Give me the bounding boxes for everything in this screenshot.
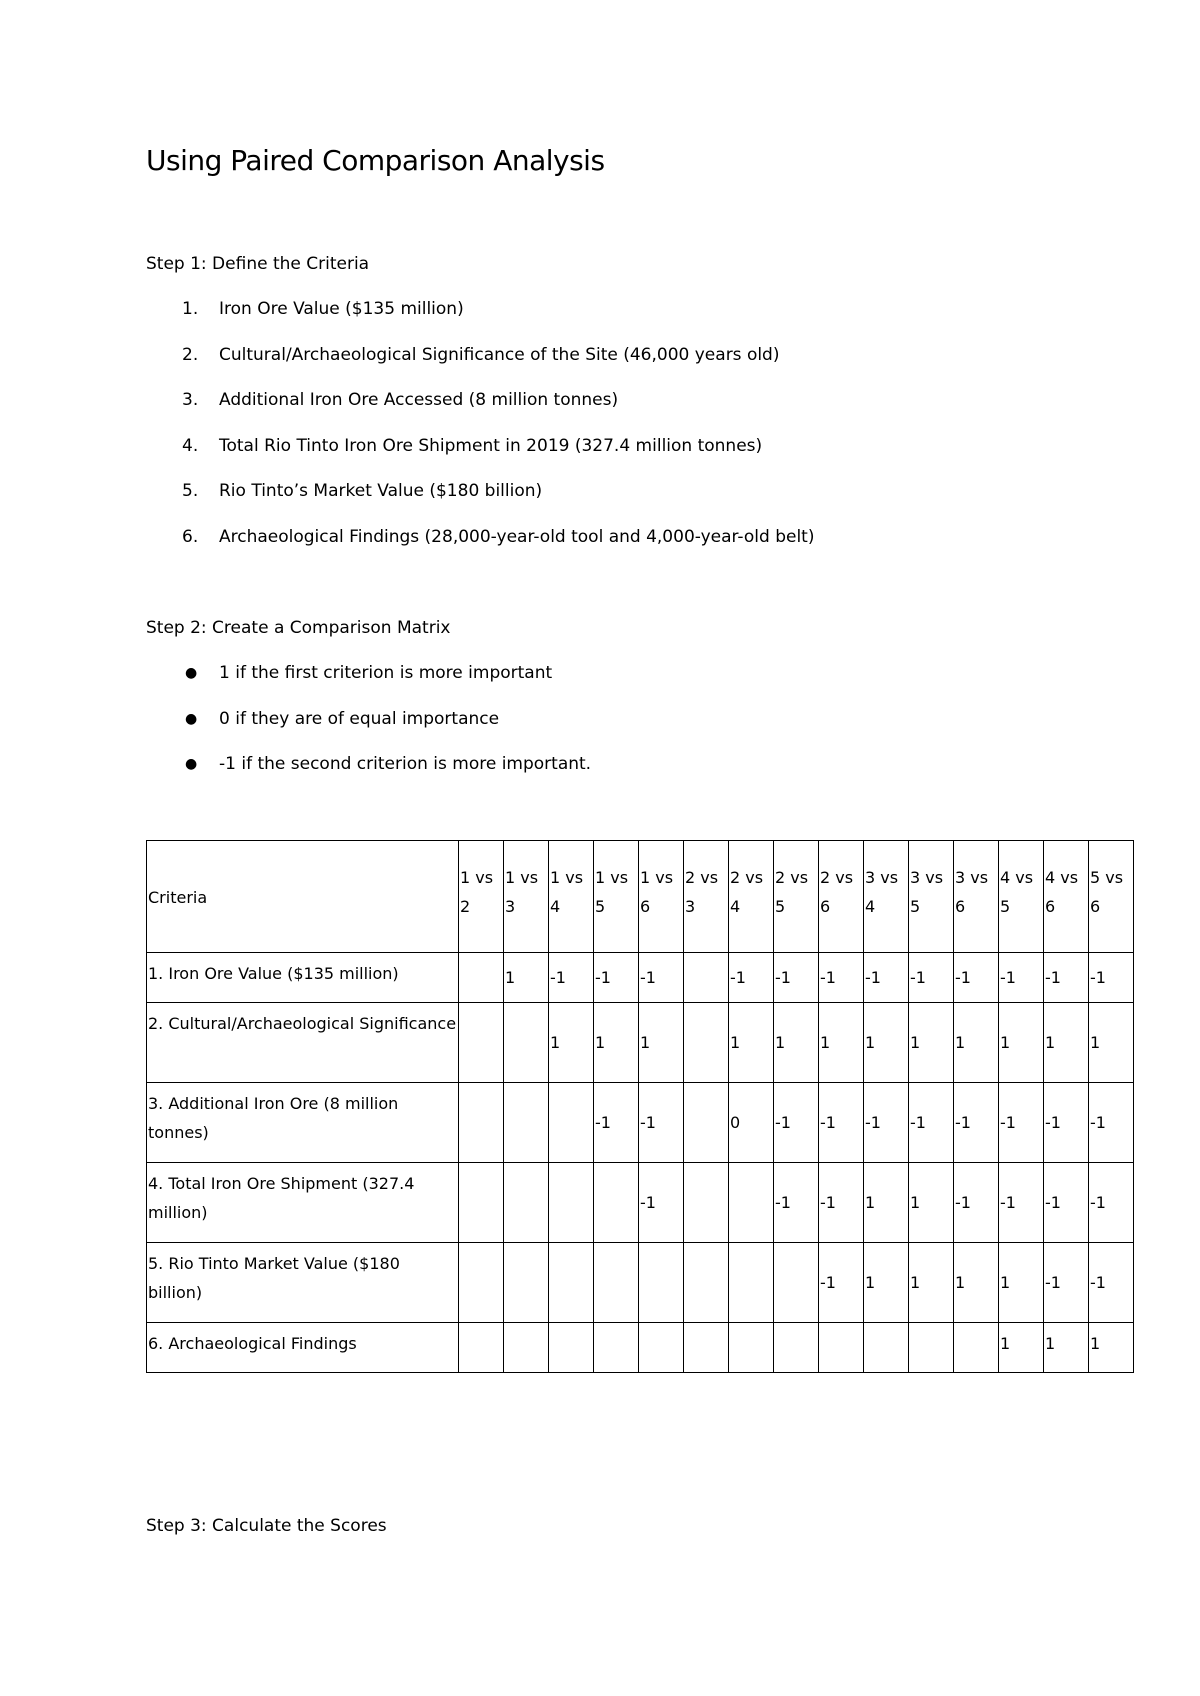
table-cell <box>954 1323 999 1373</box>
column-header-top: 1 vs <box>640 868 674 887</box>
table-cell: -1 <box>1044 953 1089 1003</box>
table-cell: -1 <box>999 1163 1044 1243</box>
table-cell: -1 <box>774 1083 819 1163</box>
table-cell: -1 <box>1044 1163 1089 1243</box>
table-cell: -1 <box>999 1083 1044 1163</box>
table-cell: 0 <box>729 1083 774 1163</box>
list-text: Archaeological Findings (28,000-year-old tool and 4,000-year-old belt) <box>219 526 815 547</box>
table-cell <box>774 1243 819 1323</box>
list-text: 1 if the first criterion is more important <box>219 663 553 683</box>
column-header-bottom: 6 <box>1045 897 1056 916</box>
list-number: 3. <box>182 390 199 411</box>
list-number: 5. <box>182 481 199 502</box>
column-header-bottom: 5 <box>910 897 921 916</box>
table-cell <box>459 1003 504 1083</box>
column-header-bottom: 4 <box>730 897 741 916</box>
matrix-column-header <box>459 841 504 953</box>
table-cell: 1 <box>819 1003 864 1083</box>
table-cell: -1 <box>594 953 639 1003</box>
column-header-top: 5 vs <box>1090 868 1124 887</box>
table-cell <box>459 953 504 1003</box>
table-cell: 1 <box>639 1003 684 1083</box>
table-cell <box>594 1323 639 1373</box>
list-number: 1. <box>182 299 199 319</box>
matrix-column-header <box>909 841 954 953</box>
table-cell <box>504 1083 549 1163</box>
table-cell: -1 <box>1089 1083 1134 1163</box>
table-row <box>147 1243 1134 1323</box>
comparison-matrix <box>146 840 1134 1373</box>
matrix-column-header <box>639 841 684 953</box>
column-header-top: 1 vs <box>460 868 494 887</box>
table-cell <box>684 1323 729 1373</box>
table-cell <box>549 1163 594 1243</box>
table-cell <box>684 1163 729 1243</box>
table-cell <box>594 1243 639 1323</box>
column-header-top: 3 vs <box>910 868 944 887</box>
matrix-body <box>147 953 1134 1373</box>
table-cell: -1 <box>999 953 1044 1003</box>
table-cell: -1 <box>954 1083 999 1163</box>
column-header-bottom: 3 <box>505 897 516 916</box>
table-cell: -1 <box>639 953 684 1003</box>
matrix-column-header <box>594 841 639 953</box>
list-text: Total Rio Tinto Iron Ore Shipment in 2019 (327.4 million tonnes) <box>219 435 763 456</box>
table-cell: -1 <box>639 1163 684 1243</box>
table-cell: 1 <box>954 1243 999 1323</box>
table-cell: 1 <box>954 1003 999 1083</box>
table-cell <box>774 1323 819 1373</box>
table-cell <box>819 1323 864 1373</box>
bullet-icon: ● <box>185 710 198 727</box>
list-number: 6. <box>182 526 199 547</box>
table-cell <box>504 1163 549 1243</box>
row-label: 2. Cultural/Archaeological Significance <box>147 1003 459 1083</box>
table-cell <box>864 1323 909 1373</box>
table-cell <box>639 1243 684 1323</box>
list-text: -1 if the second criterion is more important. <box>219 754 592 775</box>
column-header-bottom: 4 <box>550 897 561 916</box>
row-label: 1. Iron Ore Value ($135 million) <box>147 953 459 1003</box>
column-header-top: 2 vs <box>685 868 719 887</box>
column-header-bottom: 3 <box>685 897 696 916</box>
matrix-column-header <box>954 841 999 953</box>
list-text: Cultural/Archaeological Significance of the Site (46,000 years old) <box>219 344 780 365</box>
table-cell <box>549 1083 594 1163</box>
matrix-column-header <box>504 841 549 953</box>
table-cell: -1 <box>819 1163 864 1243</box>
table-cell: -1 <box>954 953 999 1003</box>
table-cell: -1 <box>1089 953 1134 1003</box>
table-cell: -1 <box>1044 1243 1089 1323</box>
table-cell: 1 <box>1089 1003 1134 1083</box>
row-label: 5. Rio Tinto Market Value ($180 billion) <box>147 1243 459 1323</box>
column-header-top: 1 vs <box>550 868 584 887</box>
step2-heading: Step 2: Create a Comparison Matrix <box>146 618 451 638</box>
table-cell <box>459 1323 504 1373</box>
bullet-icon: ● <box>185 665 198 681</box>
matrix-column-header <box>1044 841 1089 953</box>
matrix-column-header <box>549 841 594 953</box>
table-cell: 1 <box>594 1003 639 1083</box>
table-cell <box>729 1243 774 1323</box>
table-cell: 1 <box>999 1323 1044 1373</box>
table-cell <box>549 1243 594 1323</box>
list-number: 2. <box>182 344 199 365</box>
matrix-column-header <box>1089 841 1134 953</box>
table-cell: -1 <box>549 953 594 1003</box>
column-header-top: 4 vs <box>1045 868 1079 887</box>
table-cell <box>549 1323 594 1373</box>
column-header-bottom: 5 <box>1000 897 1011 916</box>
column-header-bottom: 6 <box>955 897 966 916</box>
table-cell: 1 <box>1044 1003 1089 1083</box>
row-label: 6. Archaeological Findings <box>147 1323 459 1373</box>
table-row <box>147 953 1134 1003</box>
step1-heading: Step 1: Define the Criteria <box>146 254 370 274</box>
table-cell <box>459 1243 504 1323</box>
table-cell <box>729 1323 774 1373</box>
table-row <box>147 1003 1134 1083</box>
matrix-column-header <box>999 841 1044 953</box>
page-title: Using Paired Comparison Analysis <box>146 144 605 177</box>
table-cell <box>459 1163 504 1243</box>
column-header-bottom: 6 <box>640 897 651 916</box>
table-cell <box>684 1243 729 1323</box>
column-header-top: 1 vs <box>595 868 629 887</box>
list-number: 4. <box>182 435 199 456</box>
table-cell: -1 <box>864 1083 909 1163</box>
table-row <box>147 1083 1134 1163</box>
table-cell: -1 <box>1089 1163 1134 1243</box>
table-row <box>147 1323 1134 1373</box>
table-cell: -1 <box>909 1083 954 1163</box>
table-cell: -1 <box>774 1163 819 1243</box>
table-cell: -1 <box>819 953 864 1003</box>
table-cell: -1 <box>1089 1243 1134 1323</box>
list-text: Additional Iron Ore Accessed (8 million tonnes) <box>219 390 619 411</box>
table-cell: -1 <box>954 1163 999 1243</box>
column-header-top: 1 vs <box>505 868 539 887</box>
table-cell: -1 <box>1044 1083 1089 1163</box>
table-cell: -1 <box>819 1243 864 1323</box>
column-header-bottom: 4 <box>865 897 876 916</box>
column-header-bottom: 2 <box>460 897 471 916</box>
list-text: 0 if they are of equal importance <box>219 708 500 729</box>
table-cell <box>684 1003 729 1083</box>
table-row <box>147 1163 1134 1243</box>
table-cell: 1 <box>864 1243 909 1323</box>
table-cell: -1 <box>864 953 909 1003</box>
table-cell: -1 <box>729 953 774 1003</box>
column-header-top: 3 vs <box>955 868 989 887</box>
table-cell: 1 <box>864 1003 909 1083</box>
row-label: 4. Total Iron Ore Shipment (327.4 million) <box>147 1163 459 1243</box>
row-label: 3. Additional Iron Ore (8 million tonnes) <box>147 1083 459 1163</box>
table-cell <box>504 1323 549 1373</box>
table-cell: -1 <box>774 953 819 1003</box>
matrix-column-header <box>684 841 729 953</box>
column-header-top: 3 vs <box>865 868 899 887</box>
table-cell: 1 <box>999 1243 1044 1323</box>
table-cell: -1 <box>639 1083 684 1163</box>
table-cell: -1 <box>594 1083 639 1163</box>
step3-heading: Step 3: Calculate the Scores <box>146 1516 387 1536</box>
column-header-bottom: 6 <box>820 897 831 916</box>
bullet-icon: ● <box>185 756 198 773</box>
column-header-top: 2 vs <box>820 868 854 887</box>
column-header-bottom: 5 <box>775 897 786 916</box>
column-header-bottom: 6 <box>1090 897 1101 916</box>
list-text: Rio Tinto’s Market Value ($180 billion) <box>219 481 543 502</box>
table-cell <box>909 1323 954 1373</box>
table-cell <box>504 1003 549 1083</box>
table-cell: -1 <box>909 953 954 1003</box>
matrix-header-row <box>147 841 1134 953</box>
matrix-column-header <box>819 841 864 953</box>
table-cell: -1 <box>819 1083 864 1163</box>
table-cell <box>504 1243 549 1323</box>
table-cell: 1 <box>504 953 549 1003</box>
table-cell: 1 <box>729 1003 774 1083</box>
column-header-top: 2 vs <box>775 868 809 887</box>
table-cell: 1 <box>1044 1323 1089 1373</box>
matrix-column-header <box>864 841 909 953</box>
table-cell: 1 <box>999 1003 1044 1083</box>
table-cell: 1 <box>909 1243 954 1323</box>
matrix-corner-header: Criteria <box>147 841 459 953</box>
table-cell: 1 <box>909 1163 954 1243</box>
matrix-column-header <box>774 841 819 953</box>
table-cell <box>684 1083 729 1163</box>
table-cell <box>459 1083 504 1163</box>
list-text: Iron Ore Value ($135 million) <box>219 299 464 319</box>
column-header-top: 2 vs <box>730 868 764 887</box>
table-cell: 1 <box>864 1163 909 1243</box>
table-cell <box>729 1163 774 1243</box>
matrix-column-header <box>729 841 774 953</box>
table-cell: 1 <box>909 1003 954 1083</box>
table-cell <box>594 1163 639 1243</box>
table-cell: 1 <box>1089 1323 1134 1373</box>
column-header-top: 4 vs <box>1000 868 1034 887</box>
table-cell: 1 <box>549 1003 594 1083</box>
table-cell <box>639 1323 684 1373</box>
table-cell <box>684 953 729 1003</box>
column-header-bottom: 5 <box>595 897 606 916</box>
table-cell: 1 <box>774 1003 819 1083</box>
